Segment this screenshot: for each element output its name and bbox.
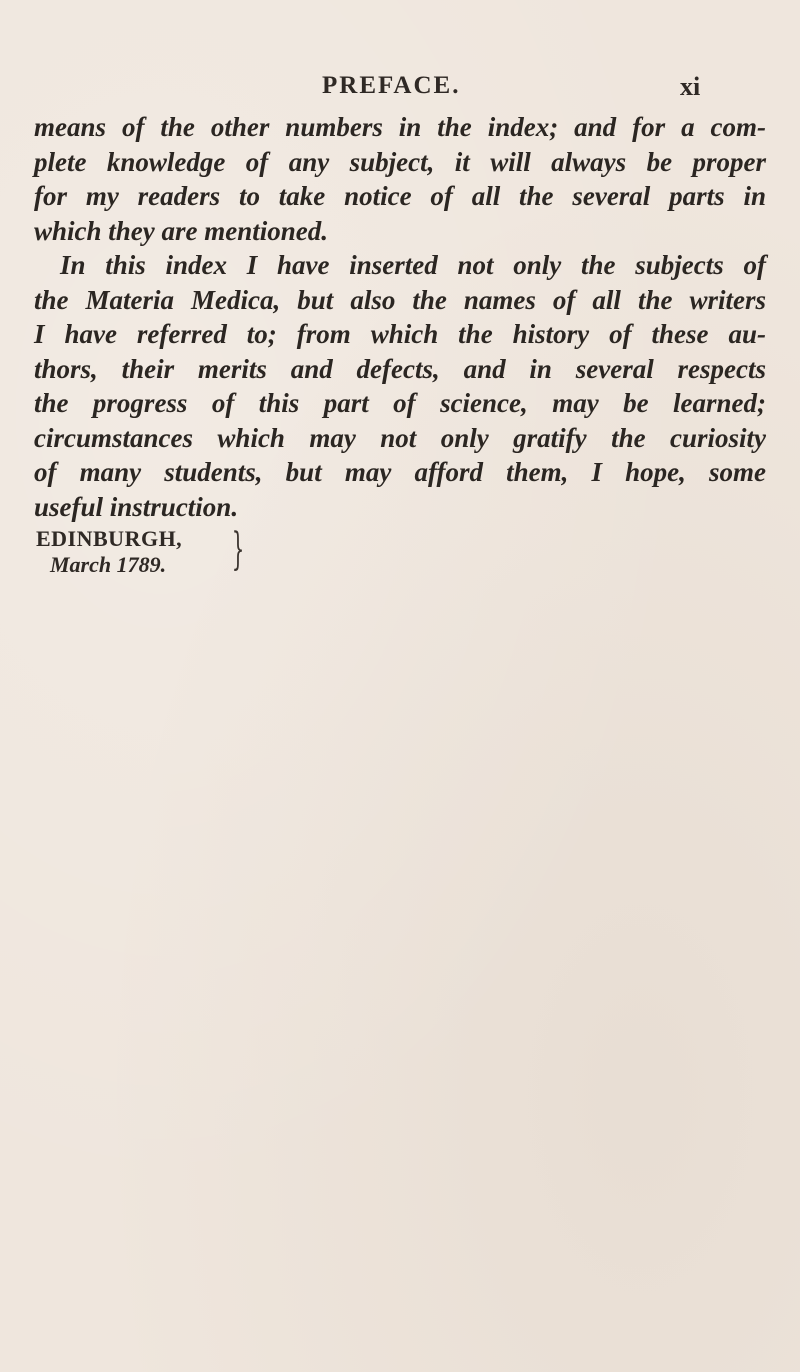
text-line: the Materia Medica, but also the names of all the writers [34, 284, 766, 315]
text-line: In this index I have inserted not only the subjects of [60, 250, 766, 280]
page-number: xi [680, 72, 701, 101]
text-line: useful instruction. [34, 491, 239, 522]
text-line: plete knowledge of any subject, it will always be proper [34, 146, 766, 177]
text-line: which they are mentioned. [34, 215, 329, 246]
text-line: for my readers to take notice of all the several parts in [34, 181, 766, 211]
text-line: I have referred to; from which the history of these au- [34, 319, 766, 349]
text-line: of many students, but may afford them, I hope, some [34, 457, 766, 487]
signoff-place: EDINBURGH, [36, 526, 183, 551]
text-line: thors, their merits and defects, and in several respects [34, 353, 766, 384]
preface-body [34, 110, 766, 524]
text-line: circumstances which may not only gratify the curiosity [34, 422, 766, 453]
signoff [36, 524, 245, 578]
signoff-date: March 1789. [50, 552, 167, 577]
running-head [0, 72, 800, 108]
text-line: the progress of this part of science, may be learned; [34, 388, 766, 418]
text-line: means of the other numbers in the index; and for a com- [34, 112, 766, 142]
brace-mark: } [231, 524, 245, 575]
page-title: PREFACE. [322, 72, 461, 99]
